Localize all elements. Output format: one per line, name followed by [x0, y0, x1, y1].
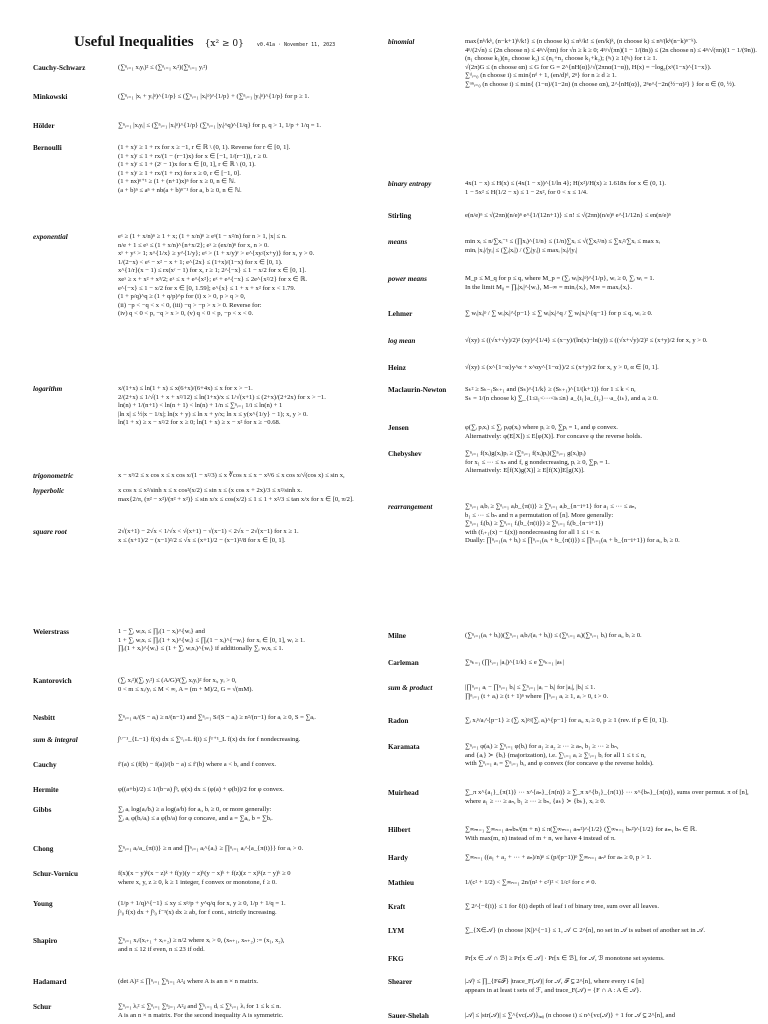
inequality-label: square root	[33, 528, 67, 536]
inequality-formula-line: ∑ᵈᵢ₌₀ (n choose i) ≤ min{nᵈ + 1, (en/d)ᵈ, 2ⁿ} for n ≥ d ≥ 1.	[465, 72, 617, 80]
inequality-formula-line: 2√(x+1) − 2√x < 1/√x < √(x+1) − √(x−1) < 2√x − 2√(x−1) for x ≥ 1.	[118, 528, 299, 535]
inequality-formula-line: ∑ⁿᵢ₌₁ aᵢ/a_{π(i)} ≥ n and ∏ⁿᵢ₌₁ aᵢ^{aᵢ} ≥ ∏ⁿᵢ₌₁ aᵢ^{a_{π(i)}} for aᵢ > 0.	[118, 845, 304, 852]
inequality-formula-line: ∑ⁿᵢ₌₁ aᵢbᵢ ≥ ∑ⁿᵢ₌₁ aᵢb_{π(i)} ≥ ∑ⁿᵢ₌₁ aᵢb_{n−i+1} for a₁ ≤ ··· ≤ aₙ,	[465, 503, 637, 510]
inequality-formula-line: 2/(2+x) ≤ 1/√(1 + x + x²/12) ≤ ln(1+x)/x ≤ 1/√(x+1) ≤ (2+x)/(2+2x) for x > −1.	[118, 393, 326, 401]
inequality-formula-line: ∑ⁿᵢ₌₁ fᵢ(bᵢ) ≥ ∑ⁿᵢ₌₁ fᵢ(b_{π(i)}) ≥ ∑ⁿᵢ₌₁ fᵢ(b_{n−i+1})	[465, 520, 604, 528]
inequality-formula-line: 1 − ∑ᵢ wᵢxᵢ ≤ ∏ᵢ(1 − xᵢ)^{wᵢ} and	[118, 628, 205, 635]
inequality-label: means	[388, 238, 408, 246]
inequality-formula-line: xeˣ ≥ x + x² + x³/2; eˣ ≤ x + e^{x²}; eˣ + e^{−x} ≤ 2e^{x²/2} for x ∈ ℝ.	[118, 276, 308, 283]
inequality-label: Hölder	[33, 122, 55, 130]
inequality-label: logarithm	[33, 385, 63, 393]
inequality-label: Mathieu	[388, 879, 414, 887]
inequality-formula-line: for x₁ ≤ ··· ≤ xₙ and f, g nondecreasing, pᵢ ≥ 0, ∑pᵢ = 1.	[465, 458, 610, 466]
inequality-formula-line: |ln x| ≤ ½|x − 1/x|; ln(x + y) ≤ ln x + y/x; ln x ≤ y(x^{1/y} − 1); x, y > 0.	[118, 410, 308, 418]
inequality-formula-line: and n ≤ 12 if even, n ≤ 23 if odd.	[118, 945, 205, 953]
inequality-label: Maclaurin-Newton	[388, 386, 447, 394]
inequality-formula-line: ∑_π x^{a₁}_{π(1)} ··· x^{aₙ}_{π(n)} ≥ ∑_π x^{b₁}_{π(1)} ··· x^{bₙ}_{π(n)}, sums over permut. π of [n],	[465, 789, 749, 796]
inequality-formula-line: 4x(1 − x) ≤ H(x) ≤ (4x(1 − x))^{1/ln 4}; H(x²)/H(x) ≥ 1.618x for x ∈ (0, 1).	[465, 180, 666, 187]
inequality-label: Milne	[388, 632, 406, 640]
inequality-formula-line: Sₖ² ≥ Sₖ₋₁Sₖ₊₁ and (Sₖ)^{1/k} ≥ (Sₖ₊₁)^{1/(k+1)} for 1 ≤ k < n,	[465, 386, 636, 393]
inequality-formula-line: ∑_{X∈𝒜} (n choose |X|)^{−1} ≤ 1, 𝒜 ⊂ 2^[n], no set in 𝒜 is subset of another set in 𝒜.	[465, 927, 706, 934]
inequality-label: LYM	[388, 927, 405, 935]
inequality-formula-line: max{nᵏ/kᵏ, (n−k+1)ᵏ/k!} ≤ (n choose k) ≤ nᵏ/k! ≤ (en/k)ᵏ, (n choose k) ≤ nⁿ/(kᵏ(n−k)ⁿ⁻ᵏ).	[465, 38, 698, 45]
inequality-label: Cauchy-Schwarz	[33, 64, 86, 72]
inequality-formula-line: (1 + x)ʳ ≤ 1 + rx/(1 − (r−1)x) for x ∈ [−1, 1/(r−1)), r ≥ 0.	[118, 152, 268, 160]
inequality-formula-line: φ(∑ᵢ pᵢxᵢ) ≤ ∑ᵢ pᵢφ(xᵢ) where pᵢ ≥ 0, ∑pᵢ = 1, and φ convex.	[465, 424, 618, 431]
inequality-label: power means	[388, 275, 427, 283]
inequality-label: Kantorovich	[33, 677, 72, 685]
inequality-formula-line: (∑ⁿᵢ₌₁(aᵢ + bᵢ))(∑ⁿᵢ₌₁ aᵢbᵢ/(aᵢ + bᵢ)) ≤ (∑ⁿᵢ₌₁ aᵢ)(∑ⁿᵢ₌₁ bᵢ) for aᵢ, bᵢ ≥ 0.	[465, 632, 642, 639]
inequality-formula-line: A is an n × n matrix. For the second inequality A is symmetric.	[118, 1011, 284, 1019]
inequality-label: Chong	[33, 845, 54, 853]
inequality-formula-line: |∏ⁿᵢ₌₁ aᵢ − ∏ⁿᵢ₌₁ bᵢ| ≤ ∑ⁿᵢ₌₁ |aᵢ − bᵢ| for |aᵢ|, |bᵢ| ≤ 1.	[465, 684, 596, 691]
inequality-formula-line: 4ⁿ/(2√n) ≤ (2n choose n) ≤ 4ⁿ/√(πn) for √n ≥ k ≥ 0; 4ⁿ/√(πn)(1 − 1/(8n)) ≤ (2n choose n) ≤ 4ⁿ/√(πn)(1 − 1/(9n)).	[465, 46, 757, 54]
inequality-label: FKG	[388, 955, 404, 963]
inequality-label: Hardy	[388, 854, 408, 862]
inequality-formula-line: ∑ⁿᵢ₌₁ |xᵢyᵢ| ≤ (∑ⁿᵢ₌₁ |xᵢ|ᵖ)^{1/p} (∑ⁿᵢ₌₁ |yᵢ|^q)^{1/q} for p, q > 1, 1/p + 1/q = 1.	[118, 122, 322, 129]
inequality-label: Jensen	[388, 424, 409, 432]
inequality-formula-line: In the limit M₀ = ∏ᵢ|xᵢ|^{wᵢ}, M₋∞ = minᵢ{xᵢ}, M∞ = maxᵢ{xᵢ}.	[465, 283, 632, 291]
inequality-formula-line: ∑ᵅⁿᵢ₌₀ (n choose i) ≤ min{ (1−α)/(1−2α) (n choose αn), 2^{nH(α)}, 2ⁿe^{−2n(½−α)²} } for α ∈ (0, ½).	[465, 81, 736, 88]
inequality-label: Shearer	[388, 978, 413, 986]
inequality-formula-line: ∫ᵁ⁻¹_{L−1} f(x) dx ≤ ∑ᵁᵢ₌L f(i) ≤ ∫ᵁ⁺¹_L f(x) dx for f nondecreasing.	[118, 736, 301, 743]
inequality-label: Carleman	[388, 659, 419, 667]
inequality-label: exponential	[33, 233, 68, 241]
inequality-formula-line: x − x³/2 ≤ x cos x ≤ x cos x/(1 − x²/3) ≤ x ∛cos x ≤ x − x³/6 ≤ x cos x/√(cos x) ≤ sin x,	[118, 472, 345, 479]
inequality-label: Karamata	[388, 743, 420, 751]
inequality-label: Radon	[388, 717, 409, 725]
inequality-label: rearrangement	[388, 503, 433, 511]
inequality-formula-line: ∑ wᵢ|xᵢ|ᵖ / ∑ wᵢ|xᵢ|^{p−1} ≤ ∑ wᵢ|xᵢ|^q / ∑ wᵢ|xᵢ|^{q−1} for p ≤ q, wᵢ ≥ 0.	[465, 310, 653, 317]
inequality-formula-line: (1 + p/q)^q ≥ (1 + q/p)^p for (i) x > 0, p > q > 0,	[118, 293, 246, 301]
inequality-formula-line: Alternatively: E[f(X)g(X)] ≥ E[f(X)]E[g(X)].	[465, 467, 585, 475]
inequality-formula-line: ∑ᵢ xᵢᵖ/aᵢ^{p−1} ≥ (∑ᵢ xᵢ)ᵖ/(∑ᵢ aᵢ)^{p−1} for aᵢ, xᵢ ≥ 0, p ≥ 1 (rev. if p ∈ [0, 1]).	[465, 717, 668, 724]
inequality-formula-line: with (fᵢ₊₁(x) − fᵢ(x)) nondecreasing for all 1 ≤ i < n.	[465, 528, 601, 536]
inequality-formula-line: e(n/e)ⁿ ≤ √(2πn)(n/e)ⁿ e^{1/(12n+1)} ≤ n! ≤ √(2πn)(n/e)ⁿ e^{1/12n} ≤ en(n/e)ⁿ	[465, 212, 671, 219]
inequality-formula-line: xʸ + yˣ > 1; x^{1/x} ≥ y^{1/y}; eˣ > (1 + x/y)ʸ > e^{xy/(x+y)} for x, y > 0.	[118, 250, 315, 258]
inequality-formula-line: ∑ 2^{−ℓ(i)} ≤ 1 for ℓ(i) depth of leaf i of binary tree, sum over all leaves.	[465, 903, 660, 910]
inequality-formula-line: (∑ⁿᵢ₌₁ xᵢyᵢ)² ≤ (∑ⁿᵢ₌₁ xᵢ²)(∑ⁿᵢ₌₁ yᵢ²)	[118, 64, 208, 71]
inequality-formula-line: ln(n) + 1/(n+1) < ln(n + 1) < ln(n) + 1/n ≤ ∑ⁿᵢ₌₁ 1/i ≤ ln(n) + 1	[118, 402, 283, 410]
inequality-formula-line: eˣ ≥ (1 + x/n)ⁿ ≥ 1 + x; (1 + x/n)ⁿ ≥ eˣ(1 − x²/n) for n > 1, |x| ≤ n.	[118, 233, 287, 240]
inequality-label: Minkowski	[33, 93, 68, 101]
inequality-label: Schur-Vornicu	[33, 870, 78, 878]
inequality-formula-line: min xᵢ ≤ n/∑xᵢ⁻¹ ≤ (∏xᵢ)^{1/n} ≤ (1/n)∑xᵢ ≤ √(∑xᵢ²/n) ≤ ∑xᵢ²/∑xᵢ ≤ max xᵢ	[465, 238, 660, 245]
inequality-formula-line: ∑ᵢ aᵢ φ(bᵢ/aᵢ) ≤ a φ(b/a) for φ concave, and a = ∑aᵢ, b = ∑bᵢ.	[118, 814, 273, 822]
inequality-formula-line: ∑ⁿₖ₌₁ (∏ᵏᵢ₌₁ |aᵢ|)^{1/k} ≤ e ∑ⁿₖ₌₁ |aₖ|	[465, 659, 564, 666]
inequality-formula-line: where a₁ ≥ ··· ≥ aₙ, b₁ ≥ ··· ≥ bₙ, {aₖ} ≻ {bₖ}, xᵢ ≥ 0.	[465, 797, 606, 805]
inequality-formula-line: 1 − 5x² ≤ H(1/2 − x) ≤ 1 − 2x², for 0 < x ≤ 1/4.	[465, 188, 588, 196]
inequality-label: trigonometric	[33, 472, 74, 480]
inequality-label: hyperbolic	[33, 487, 65, 495]
inequality-formula-line: φ((a+b)/2) ≤ 1/(b−a) ∫ᵇₐ φ(x) dx ≤ (φ(a) + φ(b))/2 for φ convex.	[118, 786, 284, 793]
inequality-label: Kraft	[388, 903, 406, 911]
inequality-formula-line: ∏ᵢ(1 + xᵢ)^{wᵢ} ≤ (1 + ∑ᵢ wᵢxᵢ)^{wᵢ} if additionally ∑ᵢ wᵢxᵢ ≤ 1.	[118, 645, 284, 653]
inequality-formula-line: ∑ⁿᵢ₌₁ aᵢ/(S − aᵢ) ≥ n/(n−1) and ∑ⁿᵢ₌₁ S/(S − aᵢ) ≥ n²/(n−1) for aᵢ ≥ 0, S = ∑aᵢ.	[118, 714, 316, 721]
inequality-formula-line: √(xy) ≤ ((√x+√y)/2)² (xy)^{1/4} ≤ (x−y)/(ln(x)−ln(y)) ≤ ((√x+√y)/2)² ≤ (x+y)/2 for x, y > 0.	[465, 337, 708, 344]
inequality-formula-line: (1 + x)ʳ ≤ 1 + (2ʳ − 1)x for x ∈ [0, 1], r ∈ ℝ \ (0, 1).	[118, 161, 256, 169]
inequality-formula-line: M_p ≤ M_q for p ≤ q, where M_p = (∑ᵢ wᵢ|xᵢ|ᵖ)^{1/p}, wᵢ ≥ 0, ∑ᵢ wᵢ = 1.	[465, 275, 655, 282]
inequality-formula-line: ∫ᵃ₀ f(x) dx + ∫ᵇ₀ f⁻¹(x) dx ≥ ab, for f cont., strictly increasing.	[118, 908, 277, 916]
inequality-formula-line: x ≤ (x+1)/2 − (x−1)²/2 ≤ √x ≤ (x+1)/2 − (x−1)²/8 for x ∈ [0, 1].	[118, 536, 286, 544]
inequality-formula-line: Pr[x ∈ 𝒜 ∩ ℬ] ≥ Pr[x ∈ 𝒜] · Pr[x ∈ ℬ], for 𝒜, ℬ monotone set systems.	[465, 955, 665, 962]
inequality-formula-line: (1 + nx)ⁿ⁺¹ ≥ (1 + (n+1)x)ⁿ for x ≥ 0, n ∈ ℕ.	[118, 178, 236, 186]
inequality-formula-line: ∑ⁿᵢ₌₁ φ(aᵢ) ≥ ∑ⁿᵢ₌₁ φ(bᵢ) for a₁ ≥ a₂ ≥ ··· ≥ aₙ, b₁ ≥ ··· ≥ bₙ,	[465, 743, 619, 750]
inequality-formula-line: ∑∞ₙ₌₁ ((a₁ + a₂ + ··· + aₙ)/n)ᵖ ≤ (p/(p−1))ᵖ ∑∞ₙ₌₁ aₙᵖ for aₙ ≥ 0, p > 1.	[465, 854, 652, 861]
inequality-label: sum & integral	[33, 736, 78, 744]
inequality-label: Hadamard	[33, 978, 67, 986]
header	[74, 31, 335, 51]
inequality-formula-line: With max(m, n) instead of m + n, we have 4 instead of π.	[465, 834, 616, 842]
inequality-formula-line: 1 + ∑ᵢ wᵢxᵢ ≤ ∏ᵢ(1 + xᵢ)^{wᵢ} ≤ ∏ᵢ(1 − xᵢ)^{−wᵢ} for xᵢ ∈ [0, 1], wᵢ ≥ 1.	[118, 636, 305, 644]
inequality-label: binomial	[388, 38, 415, 46]
inequality-formula-line: ∑ᵢ aᵢ log(aᵢ/bᵢ) ≥ a log(a/b) for aᵢ, bᵢ ≥ 0, or more generally:	[118, 806, 272, 813]
inequality-formula-line: √(xy) ≤ (x^{1−α}y^α + x^αy^{1−α})/2 ≤ (x+y)/2 for x, y > 0, α ∈ [0, 1].	[465, 364, 659, 371]
inequality-formula-line: (1 + x)ʳ ≥ 1 + rx/(1 + rx) for x ≥ 0, r ∈ [−1, 0].	[118, 169, 241, 177]
inequality-label: Shapiro	[33, 937, 58, 945]
inequality-formula-line: max{2/π, (π² − x²)/(π² + x²)} ≤ sin x/x ≤ cos(x/2) ≤ 1 ≤ 1 + x²/3 ≤ tan x/x for x ∈ [0, π/2].	[118, 495, 354, 503]
inequality-label: Chebyshev	[388, 450, 422, 458]
inequality-formula-line: |𝒜|ᵗ ≤ ∏_{F∈ℱ} |trace_F(𝒜)| for 𝒜, ℱ ⊆ 2^[n], where every i ∈ [n]	[465, 978, 644, 985]
title-condition: {x² ≥ 0}	[204, 39, 244, 49]
inequality-formula-line: |𝒜| ≤ |str(𝒜)| ≤ ∑^{vc(𝒜)}ᵢ₌₀ (n choose i) ≤ n^{vc(𝒜)} + 1 for 𝒜 ⊆ 2^[n], and	[465, 1012, 676, 1019]
inequality-label: Cauchy	[33, 761, 57, 769]
inequality-formula-line: ∑∞ₘ₌₁ ∑∞ₙ₌₁ aₘbₙ/(m + n) ≤ π(∑∞ₘ₌₁ aₘ²)^{1/2} (∑∞ₙ₌₁ bₙ²)^{1/2} for aₘ, bₙ ∈ ℝ.	[465, 826, 697, 833]
inequality-formula-line: minᵢ |xᵢ|/|yᵢ| ≤ (∑ᵢ|xᵢ|) / (∑ᵢ|yᵢ|) ≤ maxᵢ |xᵢ|/|yᵢ|	[465, 246, 578, 254]
inequality-label: Lehmer	[388, 310, 413, 318]
inequality-formula-line: e^{−x} ≤ 1 − x/2 for x ∈ [0, 1.59]; e^{x} ≤ 1 + x + x² for x < 1.79.	[118, 284, 296, 292]
inequality-label: log mean	[388, 337, 416, 345]
page-title: Useful Inequalities	[74, 34, 194, 50]
inequality-formula-line: f(x)(x − y)ᵏ(x − z)ᵏ + f(y)(y − z)ᵏ(y − x)ᵏ + f(z)(z − x)ᵏ(z − y)ᵏ ≥ 0	[118, 870, 291, 877]
inequality-formula-line: ∏ⁿᵢ₌₁ (t + aᵢ) ≥ (t + 1)ⁿ where ∏ⁿᵢ₌₁ aᵢ ≥ 1, aᵢ > 0, t > 0.	[465, 692, 609, 700]
inequality-label: Sauer-Shelah	[388, 1012, 429, 1020]
inequality-formula-line: (1/p + 1/q)^{−1} ≤ xy ≤ xᵖ/p + y^q/q for x, y ≥ 0, 1/p + 1/q = 1.	[118, 900, 286, 907]
inequality-label: Weierstrass	[33, 628, 69, 636]
inequality-label: binary entropy	[388, 180, 432, 188]
inequality-formula-line: (a + b)ⁿ ≤ aⁿ + nb(a + b)ⁿ⁻¹ for a, b ≥ 0, n ∈ ℕ.	[118, 187, 242, 194]
inequality-formula-line: Dually: ∏ⁿᵢ₌₁(aᵢ + bᵢ) ≤ ∏ⁿᵢ₌₁(aᵢ + b_{π(i)}) ≤ ∏ⁿᵢ₌₁(aᵢ + b_{n−i+1}) for aᵢ, bᵢ ≥ 0.	[465, 537, 680, 545]
inequality-formula-line: x cos x ≤ x²/sinh x ≤ x cos²(x/2) ≤ sin x ≤ (x cos x + 2x)/3 ≤ x²/sinh x.	[118, 487, 302, 494]
inequality-formula-line: x/(1+x) ≤ ln(1 + x) ≤ x(6+x)/(6+4x) ≤ x for x > −1.	[118, 385, 253, 392]
inequality-formula-line: (iv) q < 0 < p, −q > x > 0, (v) q < 0 < p, −p < x < 0.	[118, 310, 254, 318]
inequality-label: Young	[33, 900, 53, 908]
inequality-formula-line: (det A)² ≤ ∏ⁿᵢ₌₁ ∑ⁿⱼ₌₁ A²ᵢⱼ where A is an n × n matrix.	[118, 978, 259, 985]
inequality-formula-line: b₁ ≤ ··· ≤ bₙ and π a permutation of [n]. More generally:	[465, 511, 614, 519]
inequality-label: Hermite	[33, 786, 59, 794]
version-date: v0.41a · November 11, 2023	[256, 42, 336, 48]
inequality-label: Muirhead	[388, 789, 419, 797]
inequality-formula-line: (∑ⁿᵢ₌₁ |xᵢ + yᵢ|ᵖ)^{1/p} ≤ (∑ⁿᵢ₌₁ |xᵢ|ᵖ)^{1/p} + (∑ⁿᵢ₌₁ |yᵢ|ᵖ)^{1/p} for p ≥ 1.	[118, 93, 310, 100]
inequality-formula-line: ∑ⁿᵢ₌₁ xᵢ/(xᵢ₊₁ + xᵢ₊₂) ≥ n/2 where xᵢ > 0, (xₙ₊₁, xₙ₊₂) := (x₁, x₂),	[118, 937, 285, 944]
inequality-formula-line: ln(1 + x) ≥ x − x²/2 for x ≥ 0; ln(1 + x) ≥ x − x² for x ≥ −0.68.	[118, 419, 281, 427]
inequality-label: Hilbert	[388, 826, 411, 834]
inequality-formula-line: (1 + x)ʳ ≥ 1 + rx for x ≥ −1, r ∈ ℝ \ (0, 1). Reverse for r ∈ [0, 1].	[118, 144, 291, 151]
inequality-formula-line: appears in at least t sets of ℱ, and trace_F(𝒜) = {F ∩ A : A ∈ 𝒜}.	[465, 986, 642, 994]
inequality-formula-line: where x, y, z ≥ 0, k ≥ 1 integer, f convex or monotone, f ≥ 0.	[118, 878, 277, 886]
inequality-formula-line: ∑ⁿᵢ₌₁ f(xᵢ)g(xᵢ)pᵢ ≥ (∑ⁿᵢ₌₁ f(xᵢ)pᵢ)(∑ⁿᵢ₌₁ g(xᵢ)pᵢ)	[465, 450, 586, 457]
inequality-label: Bernoulli	[33, 144, 62, 152]
inequality-formula-line: Alternatively: φ(E[X]) ≤ E[φ(X)]. For concave φ the reverse holds.	[465, 432, 643, 440]
inequality-formula-line: Sₖ = 1/(n choose k) ∑_{1≤i₁<···<iₖ≤n} a_{i₁}a_{i₂}···a_{iₖ}, and aᵢ ≥ 0.	[465, 394, 658, 402]
inequality-label: Nesbitt	[33, 714, 55, 722]
inequality-label: sum & product	[388, 684, 433, 692]
inequality-formula-line: (n₁ choose k₁)(n₂ choose k₂) ≤ (n₁+n₂ choose k₁+k₂); (ⁿₜ) ≥ 1(ⁿₜ) for t ≥ 1.	[465, 55, 658, 63]
inequality-formula-line: 0 < m ≤ xᵢ/yᵢ ≤ M < ∞, A = (m + M)/2, G = √(mM).	[118, 685, 254, 693]
inequality-formula-line: √(2π)G ≤ (n choose αn) ≤ G for G = 2^{nH(α)}/√(2πnα(1−α)), H(x) = −log₂(xˣ(1−x)^{1−x}).	[465, 63, 712, 71]
inequality-formula-line: (∑ᵢ xᵢ²)(∑ᵢ yᵢ²) ≤ (A/G)²(∑ᵢ xᵢyᵢ)² for xᵢ, yᵢ > 0,	[118, 677, 237, 684]
inequality-formula-line: n/e + 1 ≤ eˣ ≤ (1 + x/n)^{n+x/2}; eˣ ≥ (ex/n)ⁿ for x, n > 0.	[118, 241, 269, 249]
inequality-formula-line: 1/(2−x) < eˣ − x² − x + 1; e^{2x} ≤ (1+x)/(1−x) for x ∈ [0, 1).	[118, 258, 283, 266]
inequality-label: Gibbs	[33, 806, 52, 814]
inequality-label: Heinz	[388, 364, 406, 372]
inequality-label: Stirling	[388, 212, 412, 220]
inequality-formula-line: ∑ⁿᵢ₌₁ λᵢ² ≤ ∑ⁿᵢ₌₁ ∑ⁿⱼ₌₁ A²ᵢⱼ and ∑ᵏᵢ₌₁ dᵢ ≤ ∑ᵏᵢ₌₁ λᵢ for 1 ≤ k ≤ n.	[118, 1003, 282, 1010]
inequality-formula-line: with ∑ⁿᵢ₌₁ aᵢ = ∑ⁿᵢ₌₁ bᵢ, and φ convex (for concave φ the reverse holds).	[465, 760, 654, 768]
inequality-formula-line: (ii) −p < −q < x < 0, (iii) −q > −p > x > 0. Reverse for:	[118, 301, 262, 309]
inequality-formula-line: and {aᵢ} ≻ {bᵢ} (majorization), i.e. ∑ᵗᵢ₌₁ aᵢ ≥ ∑ᵗᵢ₌₁ bᵢ for all 1 ≤ t ≤ n,	[465, 751, 646, 759]
inequality-formula-line: 1/(c² + 1/2) < ∑∞ₙ₌₁ 2n/(n² + c²)² < 1/c² for c ≠ 0.	[465, 879, 597, 886]
inequality-formula-line: x^{1/r}(x − 1) ≤ rx(xʳ − 1) for x, r ≥ 1; 2^{−x} ≤ 1 − x/2 for x ∈ [0, 1].	[118, 267, 306, 275]
inequality-label: Schur	[33, 1003, 52, 1011]
inequality-formula-line: f′(a) ≤ (f(b) − f(a))/(b − a) ≤ f′(b) where a < b, and f convex.	[118, 761, 277, 768]
